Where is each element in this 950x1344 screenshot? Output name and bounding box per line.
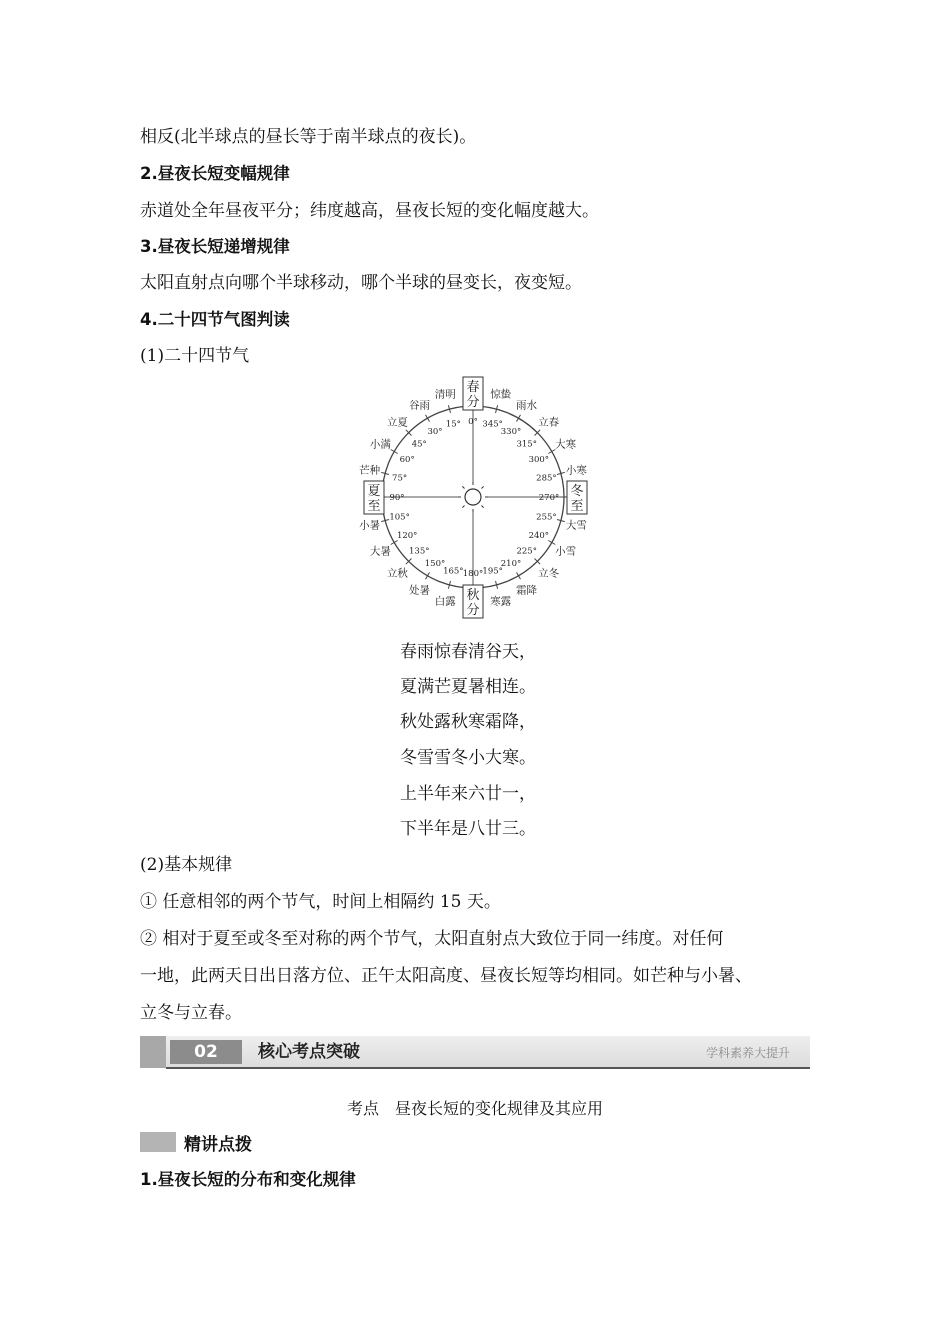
text-line: 赤道处全年昼夜平分；纬度越高，昼夜长短的变化幅度越大。 [140,201,599,221]
text-line: 太阳直射点向哪个半球移动，哪个半球的昼变长，夜变短。 [140,273,582,293]
tick-mark [517,415,521,422]
cardinal-char: 分 [466,603,480,618]
tick-mark [391,450,398,454]
banner-right-text: 学科素养大提升 [705,1046,790,1060]
cardinal-char: 冬 [570,484,584,499]
tag-block [140,1132,176,1152]
solar-term-label: 立夏 [386,416,408,429]
rule-2-continued: 一地，此两天日出日落方位、正午太阳高度、昼夜长短等均相同。如芒种与小暑、 [140,966,752,986]
solar-term-label: 大雪 [565,519,587,532]
cardinal-char: 春 [466,380,480,395]
degree-label: 45° [411,439,427,450]
rule-2: ② 相对于夏至或冬至对称的两个节气，太阳直射点大致位于同一纬度。对任何 [140,929,724,949]
solar-term-label: 立春 [538,416,560,429]
cardinal-spring-equinox [463,377,483,410]
degree-label: 255° [536,512,557,523]
degree-label: 315° [516,439,537,450]
subheading-2: (2)基本规律 [140,855,233,875]
tag-label: 精讲点拨 [184,1135,252,1155]
degree-label: 15° [445,419,461,430]
degree-label: 195° [482,566,503,577]
degree-label: 270° [538,493,560,503]
banner-underline [166,1067,810,1069]
solar-term-label: 小暑 [359,519,381,532]
degree-label: 135° [409,546,430,557]
degree-label: 345° [482,419,503,430]
degree-label: 90° [389,493,405,503]
cardinal-autumn-equinox [463,585,483,618]
cardinal-char: 分 [466,395,480,410]
degree-label: 150° [424,558,446,569]
solar-term-label: 立冬 [538,567,560,580]
tick-mark [548,541,555,545]
solar-term-label: 惊蛰 [490,388,512,401]
cardinal-char: 秋 [466,588,480,603]
poem-line: 春雨惊春清谷天， [400,642,536,662]
cardinal-char: 至 [367,499,381,514]
solar-term-label: 芒种 [359,464,381,477]
text-line: 相反(北半球点的昼长等于南半球点的夜长)。 [140,127,477,147]
section-banner [140,1036,810,1068]
tick-mark [426,572,430,579]
poem-line: 夏满芒夏暑相连。 [400,677,536,697]
tick-mark [426,415,430,422]
degree-label: 300° [528,455,550,465]
degree-label: 210° [500,558,522,569]
solar-term-label: 小满 [369,438,391,451]
solar-term-label: 大寒 [555,438,577,451]
solar-term-label: 小寒 [565,464,587,477]
degree-label: 0° [468,417,478,427]
solar-term-label: 霜降 [516,584,537,597]
degree-label: 120° [396,531,418,541]
banner-title: 核心考点突破 [258,1042,360,1062]
solar-terms-diagram [345,372,605,622]
degree-label: 75° [392,473,408,484]
solar-term-label: 小雪 [555,545,577,558]
heading-2: 2.昼夜长短变幅规律 [140,164,290,183]
tick-mark [517,572,521,579]
banner-left-bar [140,1036,166,1068]
topic-title: 考点 昼夜长短的变化规律及其应用 [346,1099,603,1118]
solar-term-label: 谷雨 [409,399,430,412]
degree-label: 165° [443,566,464,577]
cardinal-char: 夏 [367,484,381,499]
poem-line: 下半年是八廿三。 [400,819,536,839]
degree-label: 330° [500,427,522,438]
solar-term-label: 立秋 [386,567,408,580]
solar-term-label: 雨水 [516,399,537,412]
heading-4: 4.二十四节气图判读 [140,310,290,329]
banner-number: 02 [170,1040,242,1064]
solar-term-label: 寒露 [490,595,512,608]
rule-1: ① 任意相邻的两个节气，时间上相隔约 15 天。 [140,892,501,912]
solar-term-label: 白露 [434,595,456,608]
degree-label: 225° [516,546,537,557]
poem-line: 冬雪雪冬小大寒。 [400,748,536,768]
degree-label: 180° [462,569,484,579]
degree-label: 30° [427,427,443,438]
tick-mark [391,541,398,545]
poem-line: 上半年来六廿一， [400,784,536,804]
rule-2-continued: 立冬与立春。 [140,1003,242,1023]
cardinal-char: 至 [570,499,584,514]
cardinal-summer-solstice [364,481,384,514]
solar-term-label: 处暑 [409,584,430,597]
degree-label: 105° [389,512,410,523]
sun-icon [458,482,488,512]
cardinal-winter-solstice [567,481,587,514]
degree-label: 285° [536,473,557,484]
section-heading-1: 1.昼夜长短的分布和变化规律 [140,1170,356,1189]
degree-label: 60° [399,455,415,465]
poem-line: 秋处露秋寒霜降， [400,712,536,732]
subheading-1: (1)二十四节气 [140,346,250,366]
degree-label: 240° [528,531,550,541]
solar-term-label: 清明 [434,388,456,401]
heading-3: 3.昼夜长短递增规律 [140,237,290,256]
solar-term-label: 大暑 [369,545,391,558]
